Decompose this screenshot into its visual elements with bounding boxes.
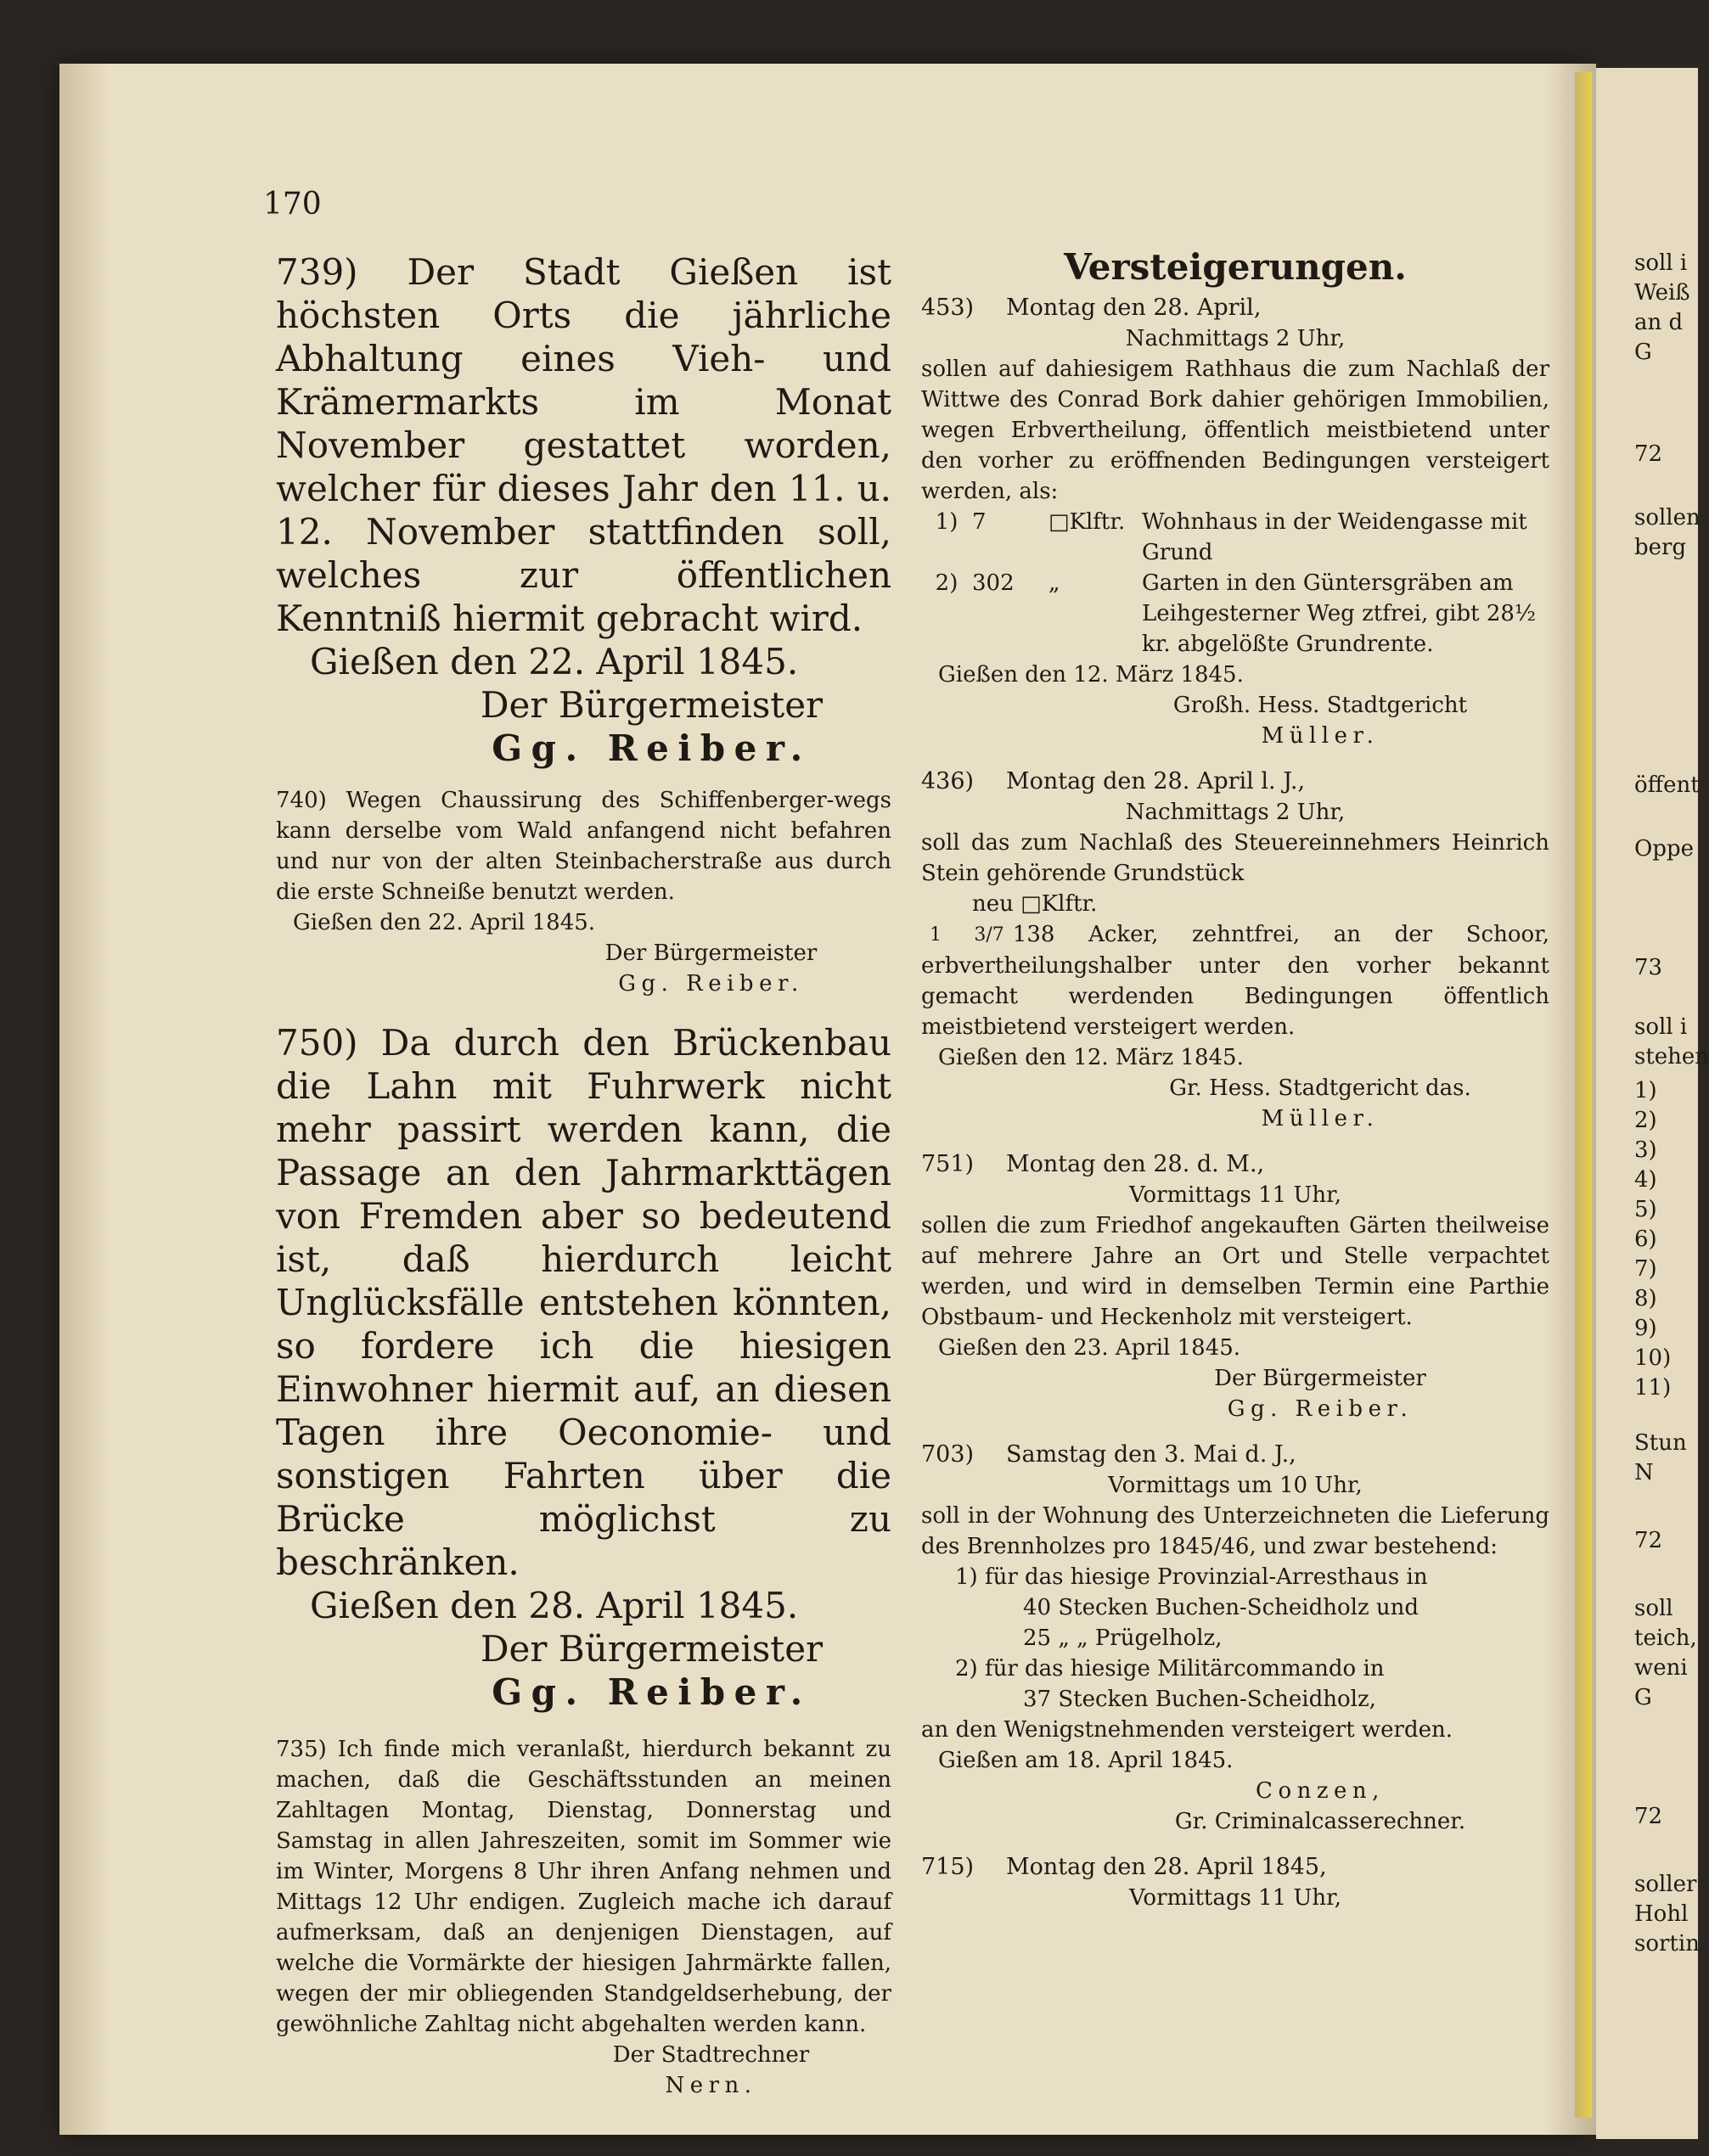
next-page-fragment	[1596, 68, 1709, 2139]
next-page-text: soll	[1634, 1596, 1673, 1621]
notice-436	[921, 766, 1549, 1134]
signature-title: Gr. Hess. Stadtgericht das.	[1169, 1075, 1471, 1101]
next-page-text: Oppe	[1634, 836, 1694, 862]
signature-name: Nern.	[665, 2073, 757, 2098]
notice-when: Montag den 28. April,	[1006, 295, 1262, 321]
notice-time: Nachmittags 2 Uhr,	[1125, 326, 1346, 351]
item-unit: „	[1048, 570, 1060, 596]
notice-date: Gießen den 22. April 1845.	[310, 641, 799, 682]
signature-name: Conzen,	[1256, 1778, 1385, 1804]
signature-name: Müller.	[1261, 723, 1380, 749]
signature-title: Der Stadtrechner	[612, 2042, 810, 2068]
next-page-text: 4)	[1634, 1167, 1657, 1193]
notice-text: 750) Da durch den Brückenbau die Lahn mit Fuhrwerk nicht mehr passirt werden kann, die Passage an den Jahrmarkttägen von Fremden aber so bedeutend ist, daß hierdurch leicht Unglücksfälle entstehen könnten, so fordere ich die hiesigen Einwohner hiermit auf, an diesen Tagen ihre Oeconomie- und sonstigen Fahrten über die Brücke möglichst zu beschränken.	[276, 1022, 891, 1583]
notice-text: sollen auf dahiesigem Rathhaus die zum Nachlaß der Wittwe des Conrad Bork dahier gehörigen Immobilien, wegen Erbvertheilung, öffentlich meistbietend unter den vorher zu eröffnenden Bedingungen versteigert werden, als:	[921, 357, 1549, 504]
next-page-text: 72	[1634, 441, 1663, 467]
notice-number: 751)	[921, 1151, 975, 1177]
next-page-text: Hohl	[1634, 1901, 1689, 1927]
next-page-text: Stun	[1634, 1430, 1687, 1456]
list-item: 1) für das hiesige Provinzial-Arresthaus in	[955, 1564, 1428, 1590]
notice-when: Samstag den 3. Mai d. J.,	[1006, 1441, 1296, 1468]
next-page-text: 2)	[1634, 1108, 1657, 1133]
notice-715	[921, 1852, 1549, 1913]
next-page-text: weni	[1634, 1655, 1688, 1681]
next-page-text: teich,	[1634, 1625, 1697, 1651]
notice-date: Gießen den 23. April 1845.	[938, 1335, 1241, 1361]
notice-751	[921, 1149, 1549, 1424]
next-page-text: sortin	[1634, 1931, 1700, 1957]
next-page-text: 73	[1634, 955, 1663, 980]
next-page-text: soll i	[1634, 1014, 1688, 1040]
next-page-text: soll i	[1634, 250, 1688, 276]
signature-name: Gg. Reiber.	[492, 727, 812, 769]
next-page-text: sollen	[1634, 505, 1701, 531]
item-number: 2)	[935, 570, 959, 596]
item-quantity: 7	[972, 509, 987, 535]
next-page-text: 10)	[1634, 1345, 1672, 1371]
list-item	[921, 507, 1549, 568]
notice-text: sollen die zum Friedhof angekauften Gärten theilweise auf mehrere Jahre an Ort und Stelle verpachtet werden, und wird in demselben Termin eine Parthie Obstbaum- und Heckenholz mit versteigert.	[921, 1213, 1549, 1330]
notice-detail: 138 Acker, zehntfrei, an der Schoor, erbvertheilungshalber unter den vorher bekannt gemacht werdenden Bedingungen öffentlich meistbietend versteigert werden.	[921, 922, 1549, 1040]
next-page-text: 1)	[1634, 1078, 1657, 1103]
notice-date: Gießen den 12. März 1845.	[938, 1045, 1244, 1070]
notice-text: soll in der Wohnung des Unterzeichneten die Lieferung des Brennholzes pro 1845/46, und zwar bestehend:	[921, 1503, 1549, 1559]
signature-title: Der Bürgermeister	[604, 940, 818, 966]
next-page-text: N	[1634, 1460, 1654, 1485]
notice-date: Gießen den 12. März 1845.	[938, 662, 1244, 688]
next-page-text: 3)	[1634, 1137, 1657, 1163]
next-page-text: 7)	[1634, 1256, 1657, 1282]
notice-header	[921, 766, 1549, 797]
list-item: 2) für das hiesige Militärcommando in	[955, 1656, 1385, 1682]
notice-time: Vormittags um 10 Uhr,	[1108, 1473, 1363, 1498]
next-page-text: stehen	[1634, 1044, 1709, 1070]
next-page-text: 6)	[1634, 1227, 1657, 1252]
list-item: 25 „ „ Prügelholz,	[1023, 1625, 1223, 1651]
left-column	[276, 250, 891, 2116]
next-page-text: öffent	[1634, 772, 1700, 798]
list-item: 37 Stecken Buchen-Scheidholz,	[1023, 1687, 1376, 1712]
notice-when: Montag den 28. April 1845,	[1006, 1854, 1327, 1880]
notice-text: 735) Ich finde mich veranlaßt, hierdurch bekannt zu machen, daß die Geschäftsstunden an meinen Zahltagen Montag, Dienstag, Donnerstag und Samstag in allen Jahreszeiten, somit im Sommer wie im Winter, Morgens 8 Uhr ihren Anfang nehmen und Mittags 12 Uhr endigen. Zugleich mache ich darauf aufmerksam, daß an denjenigen Dienstagen, auf welche die Vormärkte der hiesigen Jahrmärkte fallen, wegen der mir obliegenden Standgeldserhebung, der gewöhnliche Zahltag nicht abgehalten werden kann.	[276, 1737, 891, 2037]
signature-title: Großh. Hess. Stadtgericht	[1172, 693, 1468, 718]
page-edge-left	[59, 64, 110, 2135]
next-page-text: G	[1634, 1685, 1652, 1710]
signature-name: Müller.	[1261, 1106, 1380, 1131]
next-page-text: an d	[1634, 310, 1684, 335]
item-number: 1)	[935, 509, 959, 535]
notice-text: 739) Der Stadt Gießen ist höchsten Orts die jährliche Abhaltung eines Vieh- und Krämermarkts im Monat November gestattet worden, welcher für dieses Jahr den 11. u. 12. November stattfinden soll, welches zur öffentlichen Kenntniß hiermit gebracht wird.	[276, 251, 891, 639]
item-description: Wohnhaus in der Weidengasse mit Grund	[1142, 509, 1527, 565]
next-page-text: 72	[1634, 1528, 1663, 1553]
item-unit: □Klftr.	[1048, 509, 1126, 535]
signature-name: Gg. Reiber.	[1227, 1396, 1414, 1422]
next-page-text: Weiß	[1634, 280, 1690, 306]
signature-title: Der Bürgermeister	[1214, 1366, 1426, 1391]
notice-when: Montag den 28. April l. J.,	[1006, 768, 1306, 794]
notice-header	[921, 1440, 1549, 1470]
notice-739	[276, 250, 891, 770]
notice-when: Montag den 28. d. M.,	[1006, 1151, 1265, 1177]
next-page-text: 8)	[1634, 1286, 1657, 1311]
notice-header	[921, 293, 1549, 323]
signature-title: Gr. Criminalcasserechner.	[1174, 1809, 1466, 1834]
next-page-text: soller	[1634, 1872, 1697, 1897]
notice-number: 453)	[921, 295, 975, 321]
notice-735	[276, 1734, 891, 2101]
notice-text: 740) Wegen Chaussirung des Schiffenberger-wegs kann derselbe vom Wald anfangend nicht befahren und nur von der alten Steinbacherstraße aus durch die erste Schneiße benutzt werden.	[276, 788, 891, 905]
notice-text: soll das zum Nachlaß des Steuereinnehmers Heinrich Stein gehörende Grundstück	[921, 830, 1549, 886]
next-page-text: 5)	[1634, 1197, 1657, 1222]
notice-number: 436)	[921, 768, 975, 794]
notice-header	[921, 1852, 1549, 1883]
signature-title: Der Bürgermeister	[480, 1628, 824, 1670]
notice-date: Gießen am 18. April 1845.	[938, 1748, 1234, 1773]
notice-number: 703)	[921, 1441, 975, 1468]
notice-header	[921, 1149, 1549, 1180]
notice-750	[276, 1021, 891, 1714]
notice-number: 715)	[921, 1854, 975, 1880]
notice-time: Vormittags 11 Uhr,	[1129, 1182, 1341, 1208]
notice-time: Vormittags 11 Uhr,	[1129, 1885, 1341, 1911]
signature-title: Der Bürgermeister	[480, 684, 824, 726]
notice-closing: an den Wenigstnehmenden versteigert werden.	[921, 1717, 1453, 1743]
notice-date: Gießen den 22. April 1845.	[293, 910, 596, 935]
item-description: Garten in den Güntersgräben am Leihgesterner Weg ztfrei, gibt 28½ kr. abgelößte Grundrente.	[1142, 570, 1537, 657]
next-page-text: 9)	[1634, 1316, 1657, 1341]
flur-mark: 1 3/7	[930, 924, 1004, 946]
notice-date: Gießen den 28. April 1845.	[310, 1585, 799, 1626]
next-page-text: G	[1634, 340, 1652, 365]
list-item: 40 Stecken Buchen-Scheidholz und	[1023, 1595, 1419, 1620]
page-number: 170	[263, 187, 322, 222]
item-quantity: 302	[972, 570, 1015, 596]
signature-name: Gg. Reiber.	[492, 1671, 812, 1713]
notice-740	[276, 785, 891, 999]
right-column	[921, 246, 1549, 1929]
list-item	[921, 568, 1549, 660]
next-page-text: 11)	[1634, 1375, 1672, 1401]
page-edge-yellow	[1575, 72, 1592, 2118]
section-heading: Versteigerungen.	[1064, 246, 1407, 288]
next-page-text: berg	[1634, 535, 1687, 560]
notice-453	[921, 293, 1549, 751]
unit-line: neu □Klftr.	[972, 891, 1098, 917]
signature-name: Gg. Reiber.	[618, 971, 804, 997]
notice-time: Nachmittags 2 Uhr,	[1125, 800, 1346, 825]
next-page-text: 72	[1634, 1804, 1663, 1829]
notice-703	[921, 1440, 1549, 1837]
